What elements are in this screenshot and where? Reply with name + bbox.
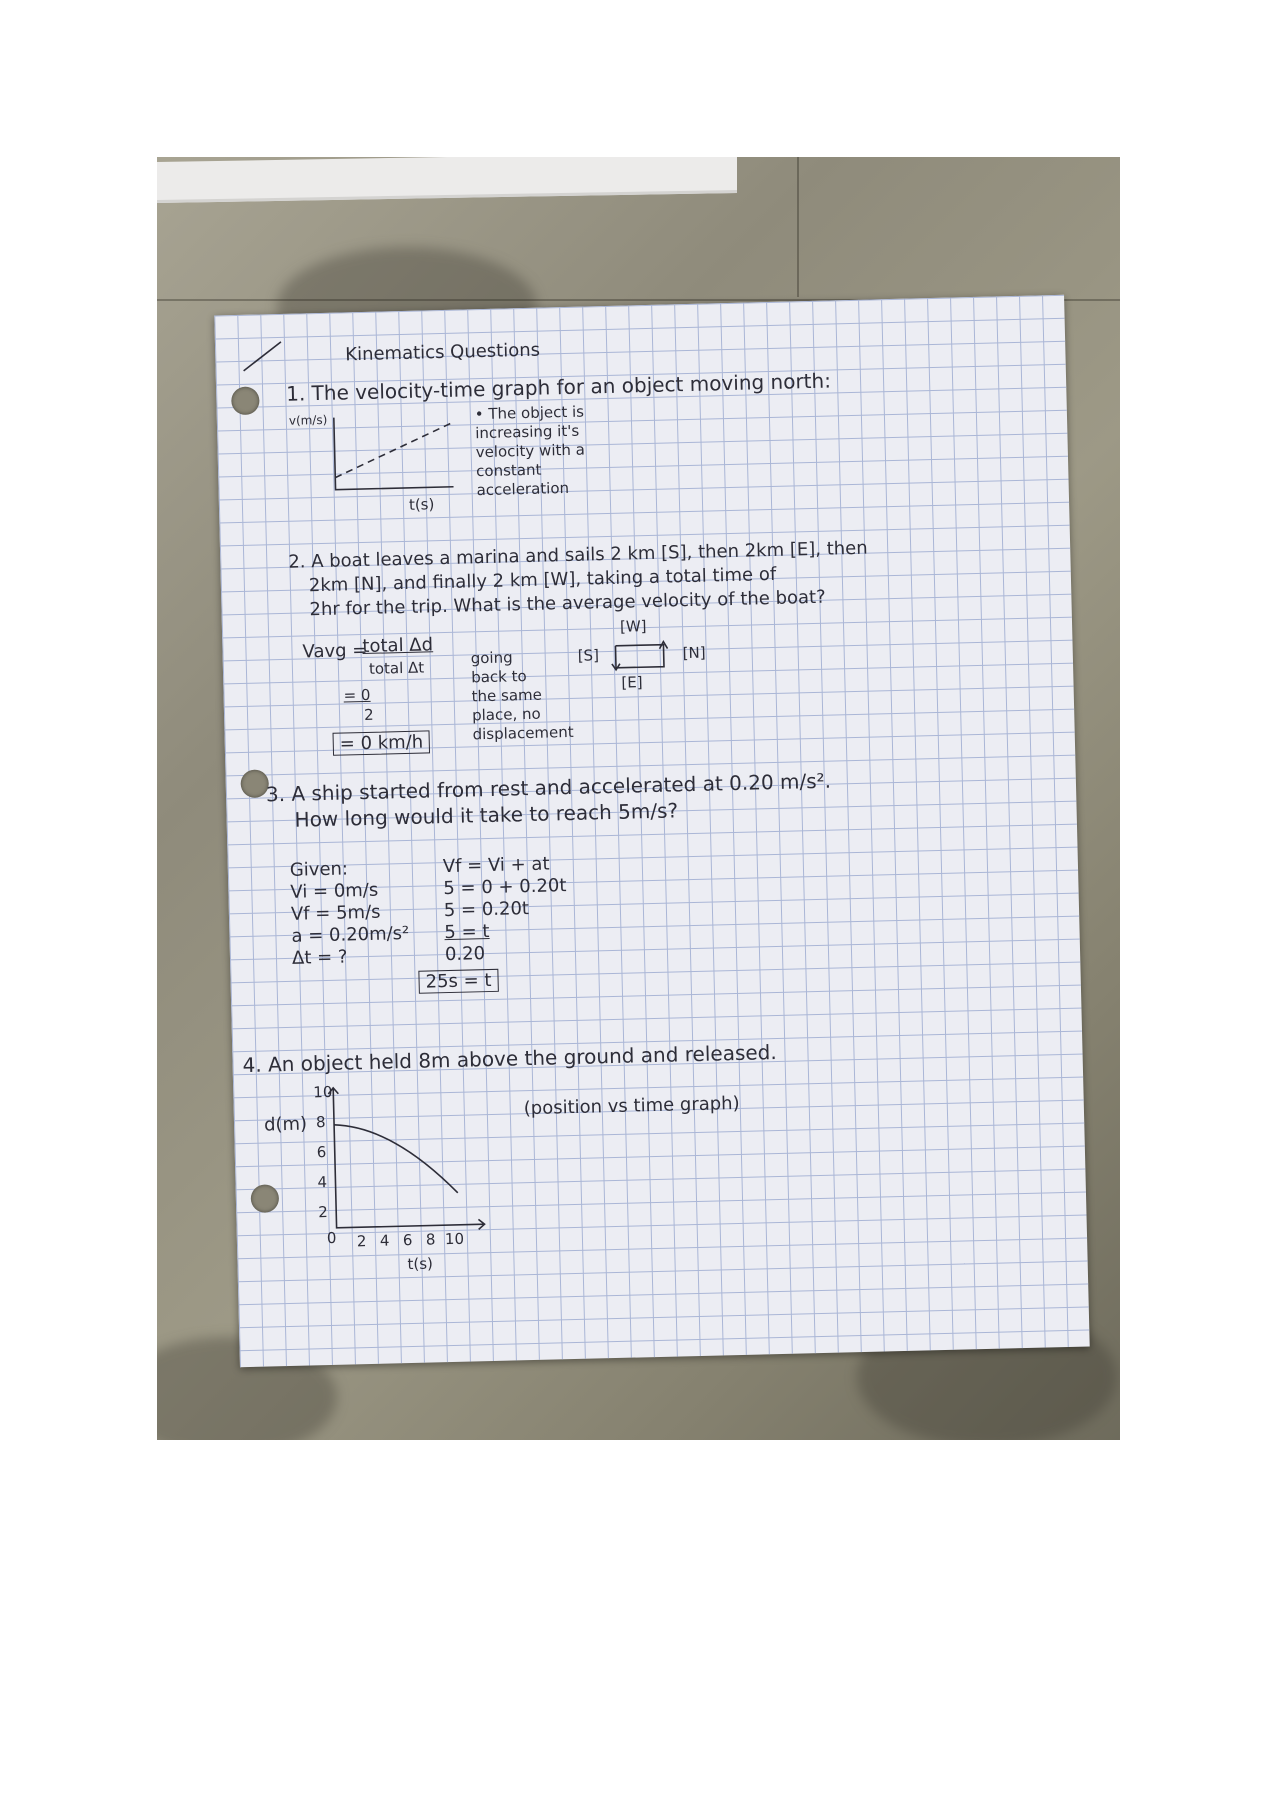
q2-formula-denominator: total Δt	[368, 658, 425, 678]
position-time-graph	[331, 1084, 495, 1238]
q2-substitution: = 0	[343, 685, 371, 705]
q3-given-list	[290, 857, 410, 970]
q2-formula-lhs: Vavg =	[302, 639, 368, 663]
work-line: 5 = 0.20t	[443, 898, 530, 922]
q3-answer: 25s = t	[418, 969, 498, 994]
q3-question-line: How long would it take to reach 5m/s?	[294, 798, 679, 832]
given-line: a = 0.20m/s²	[291, 922, 410, 947]
stacked-paper-edge	[157, 157, 737, 203]
given-line: Given:	[289, 858, 349, 881]
work-line: 5 = t	[444, 921, 490, 944]
note-line: acceleration	[476, 478, 570, 500]
note-line: back to	[470, 667, 527, 687]
page-title: Kinematics Questions	[345, 339, 541, 366]
photo-background	[157, 157, 1120, 1440]
x-tick-label: 10	[444, 1229, 465, 1249]
given-line: Δt = ?	[291, 946, 348, 969]
q4-caption: (position vs time graph)	[523, 1092, 740, 1120]
work-line: Vf = Vi + at	[442, 853, 550, 878]
q1-x-axis-label: t(s)	[408, 495, 435, 514]
note-line: • The object is	[474, 402, 585, 424]
q4-question: 4. An object held 8m above the ground and released.	[242, 1040, 777, 1078]
y-tick-label: 2	[317, 1203, 328, 1222]
given-line: Vi = 0m/s	[290, 879, 379, 903]
given-line: Vf = 5m/s	[290, 901, 381, 925]
check-mark-icon	[243, 342, 284, 373]
q1-question: 1. The velocity-time graph for an object moving north:	[285, 368, 832, 406]
binder-hole	[251, 1184, 280, 1213]
direction-east-label: [E]	[621, 673, 643, 692]
q3-work	[443, 853, 569, 966]
q2-answer: = 0 km/h	[333, 730, 431, 755]
note-line: velocity with a	[475, 440, 586, 462]
q2-note	[471, 647, 574, 744]
work-line: 0.20	[444, 943, 486, 966]
q3-question-line: 3. A ship started from rest and accelerated at 0.20 m/s².	[265, 768, 832, 807]
y-tick-label: 10	[313, 1082, 333, 1102]
work-line: 5 = 0 + 0.20t	[443, 875, 567, 900]
y-tick-label: 4	[317, 1173, 328, 1192]
note-line: increasing it's	[475, 421, 580, 443]
direction-south-label: [S]	[577, 646, 600, 665]
velocity-time-graph	[332, 414, 494, 498]
q4-x-axis-label: t(s)	[407, 1254, 434, 1274]
q2-question-line: 2hr for the trip. What is the average velocity of the boat?	[309, 586, 826, 621]
x-tick-label: 2	[356, 1232, 367, 1251]
q1-y-axis-label: v(m/s)	[288, 412, 328, 428]
y-tick-label: 8	[315, 1113, 326, 1132]
q2-formula-numerator: total Δd	[362, 634, 434, 658]
direction-west-label: [W]	[619, 617, 647, 636]
note-line: constant	[475, 460, 542, 481]
concrete-seam	[797, 157, 799, 297]
x-tick-label: 8	[425, 1230, 436, 1249]
note-line: going	[470, 648, 513, 668]
x-tick-label: 4	[379, 1231, 390, 1250]
graph-paper-sheet	[214, 295, 1089, 1367]
q2-question-line: 2km [N], and finally 2 km [W], taking a total time of	[308, 563, 777, 597]
y-tick-label: 6	[316, 1143, 327, 1162]
q4-y-axis-label: d(m)	[263, 1113, 308, 1136]
x-tick-label: 6	[402, 1230, 413, 1250]
direction-north-label: [N]	[682, 643, 706, 663]
q1-note	[475, 403, 587, 501]
note-line: place, no	[471, 704, 541, 725]
note-line: displacement	[472, 722, 574, 744]
q2-substitution-denominator: 2	[363, 705, 374, 724]
q2-question-line: 2. A boat leaves a marina and sails 2 km [S], then 2km [E], then	[288, 537, 868, 573]
binder-hole	[231, 386, 260, 415]
x-tick-label: 0	[326, 1228, 337, 1248]
displacement-diagram	[607, 636, 678, 678]
note-line: the same	[471, 685, 543, 706]
